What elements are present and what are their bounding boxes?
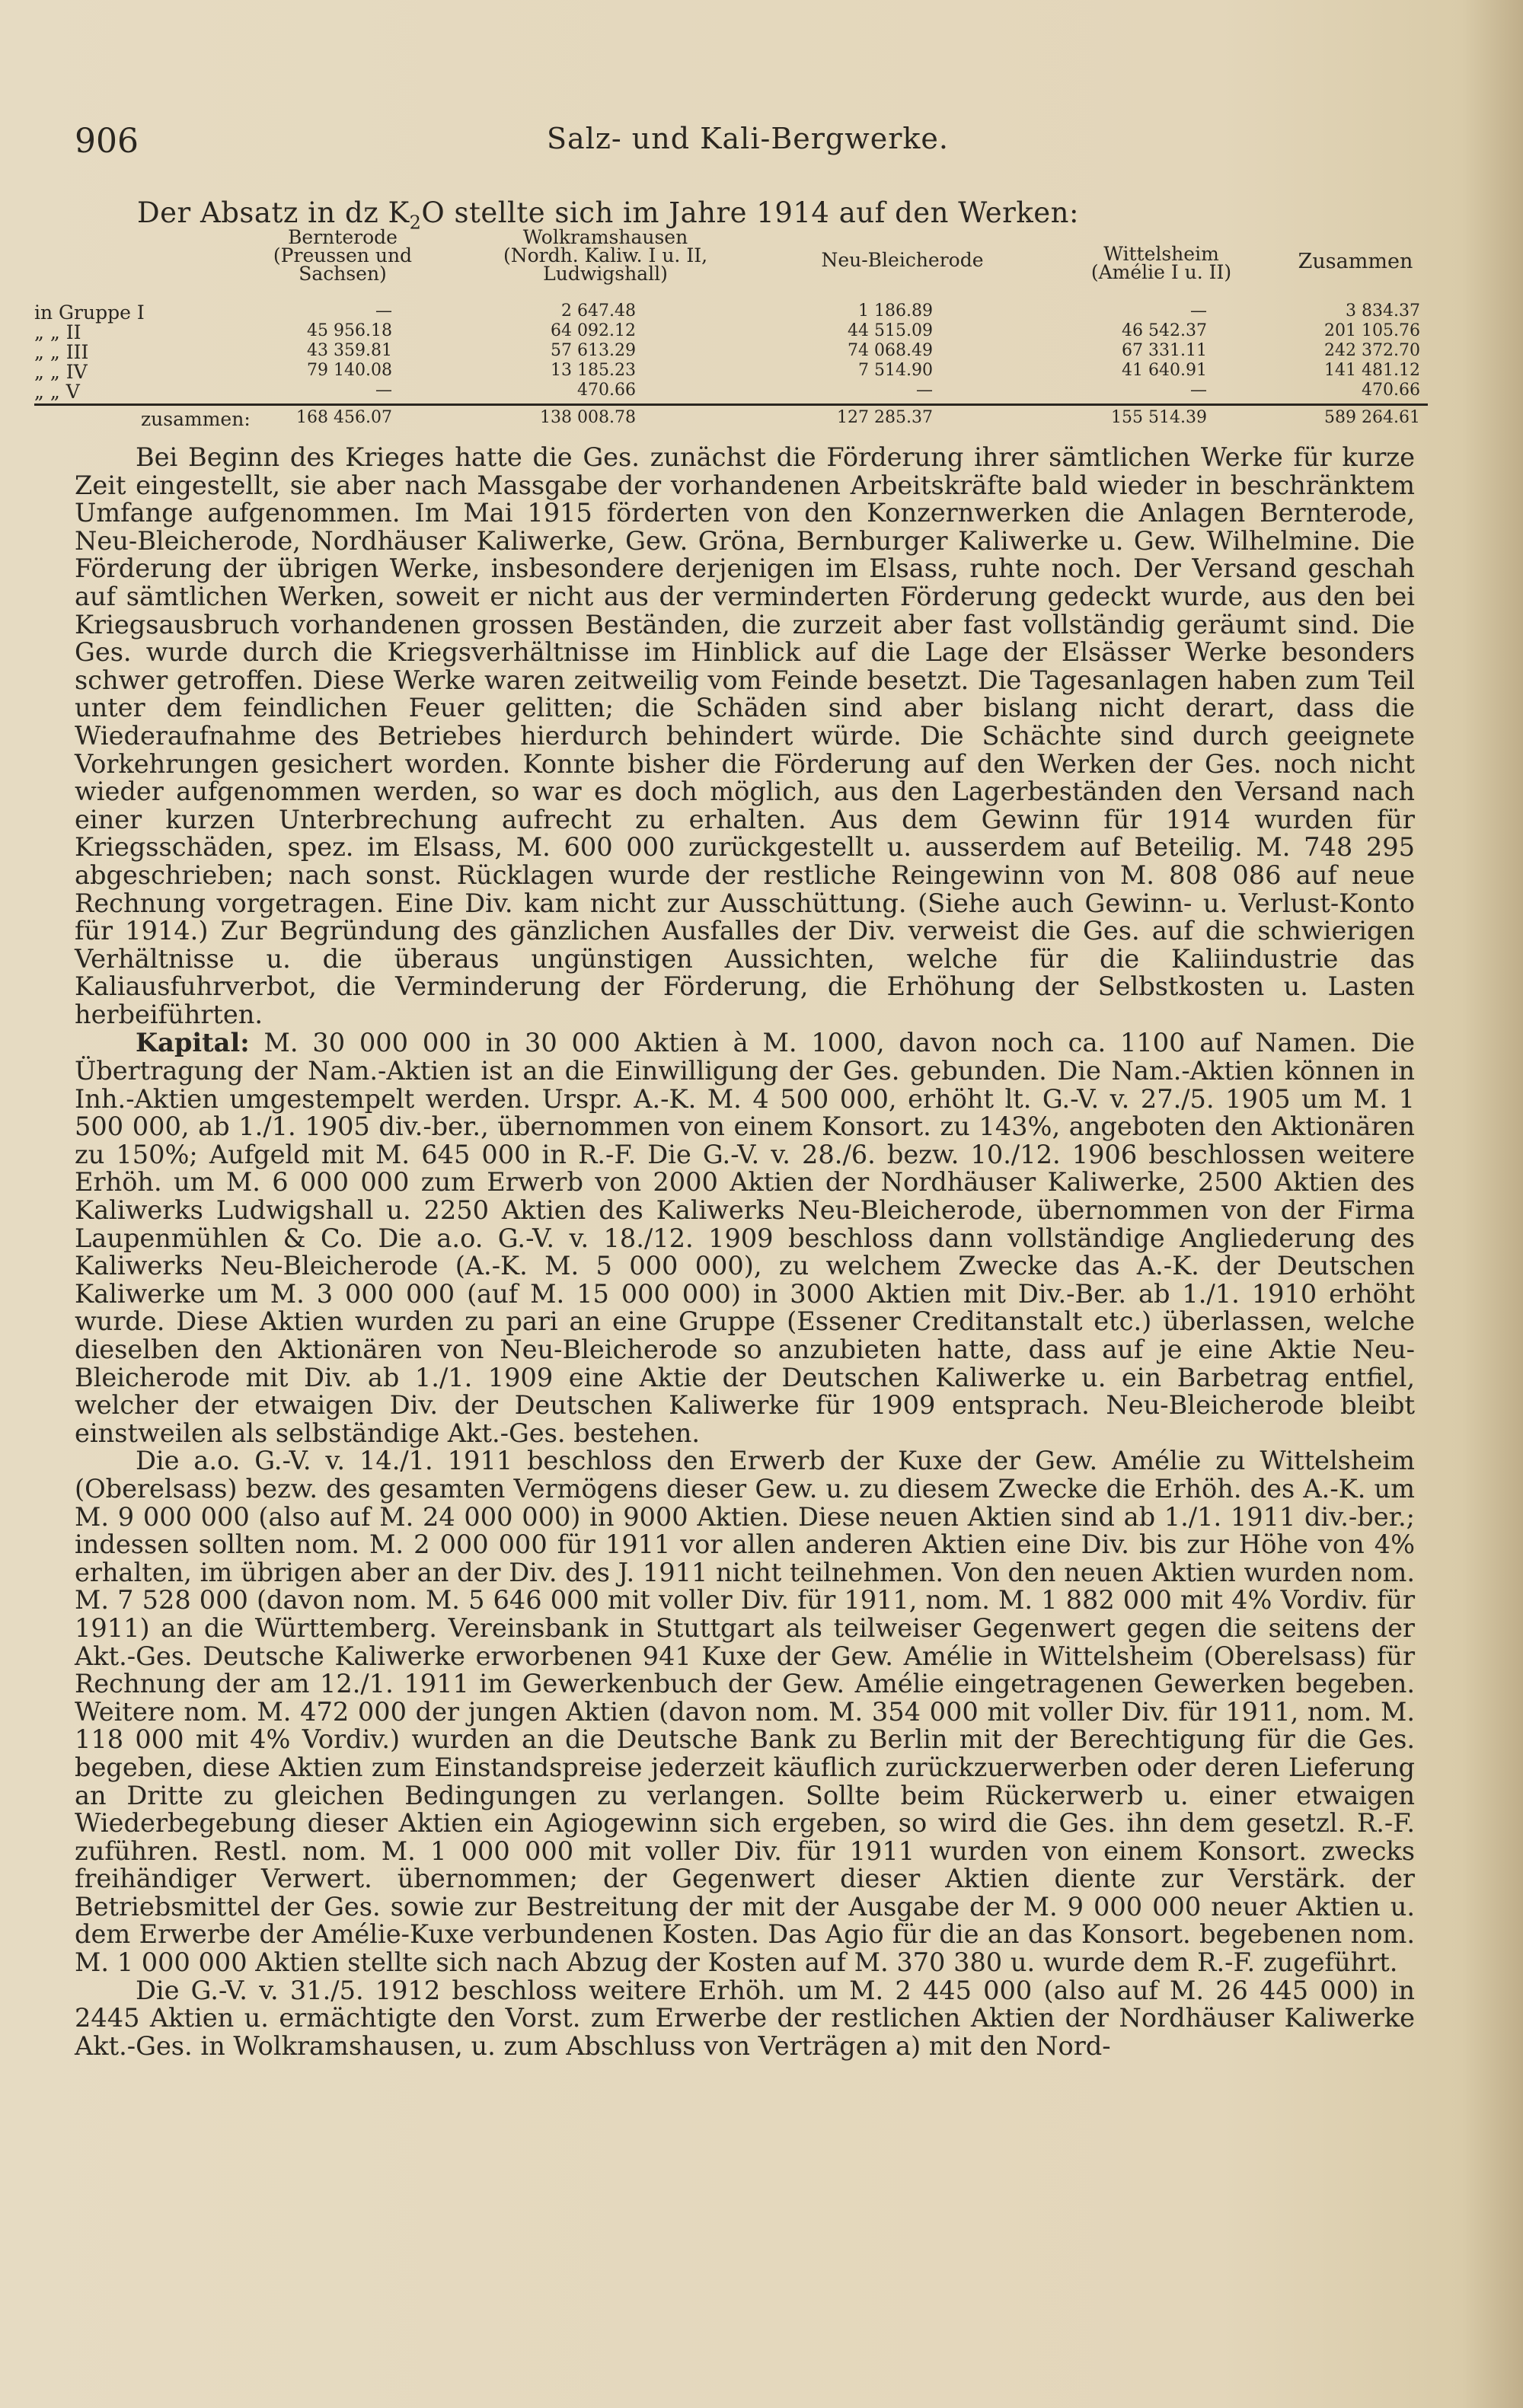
column-header-line: Sachsen) [299,263,387,285]
table-total-row [34,408,1428,428]
paragraph-capital-increase-1912: Die G.-V. v. 31./5. 1912 beschloss weitere Erhöh. um M. 2 445 000 (also auf M. 26 445 000) in 2445 Aktien u. ermächtigte den Vorst. zum Erwerbe der restlichen Aktien der Nordhäuser Kaliwerke Akt.-Ges. in Wolkramshausen, u. zum Abschluss von Verträgen a) mit den Nord- [75,1975,1415,2061]
row-label: in Gruppe I [34,301,145,324]
column-header-line: Zusammen [1298,250,1413,273]
row-label: „ „ III [34,341,89,363]
column-header-wittelsheim [1047,245,1276,282]
table-cell: 3 834.37 [1346,301,1420,321]
table-cell: 138 008.78 [540,408,636,427]
paragraph-kapital [75,1029,1415,1447]
table-intro-text-end: O stellte sich im Jahre 1914 auf den Werken: [421,196,1079,229]
table-cell: 155 514.39 [1111,408,1207,427]
column-header-line: (Nordh. Kaliw. I u. II, [503,244,708,266]
table-cell: 13 185.23 [551,361,636,380]
paragraph-amelie-acquisition: Die a.o. G.-V. v. 14./1. 1911 beschloss den Erwerb der Kuxe der Gew. Amélie zu Wittelsheim (Oberelsass) bezw. des gesamten Vermögens dieser Gew. u. zu diesem Zwecke die Erhöh. des A.-K. um M. 9 000 000 (also auf M. 24 000 000) in 9000 Aktien. Diese neuen Aktien sind ab 1./1. 1911 div.-ber.; indessen sollten nom. M. 2 000 000 für 1911 vor allen anderen Aktien eine Div. bis zur Höhe von 4% erhalten, im übrigen aber an der Div. des J. 1911 nicht teilnehmen. Von den neuen Aktien wurden nom. M. 7 528 000 (davon nom. M. 5 646 000 mit voller Div. für 1911, nom. M. 1 882 000 mit 4% Vordiv. für 1911) an die Württemberg. Vereinsbank in Stuttgart als teilweiser Gegenwert gegen die seitens der Akt.-Ges. Deutsche Kaliwerke erworbenen 941 Kuxe der Gew. Amélie in Wittelsheim (Oberelsass) für Rechnung der am 12./1. 1911 im Gewerkenbuch der Gew. Amélie eingetragenen Gewerken begeben. Weitere nom. M. 472 000 der jungen Aktien (davon nom. M. 354 000 mit voller Div. für 1911, nom. M. 118 000 mit 4% Vordiv.) wurden an die Deutsche Bank zu Berlin mit der Berechtigung für die Ges. begeben, diese Aktien zum Einstandspreise jederzeit käuflich zurückzuerwerben oder deren Lieferung an Dritte zu gleichen Bedingungen zu verlangen. Sollte beim Rückerwerb u. einer etwaigen Wiederbegebung dieser Aktien ein Agiogewinn sich ergeben, so wird die Ges. ihn dem gesetzl. R.-F. zuführen. Restl. nom. M. 1 000 000 mit voller Div. für 1911 wurden von einem Konsort. zwecks freihändiger Verwert. übernommen; der Gegenwert dieser Aktien diente zur Verstärk. der Betriebsmittel der Ges. sowie zur Bestreitung der mit der Ausgabe der M. 9 000 000 neuer Aktien u. dem Erwerbe der Amélie-Kuxe verbundenen Kosten. Das Agio für die an das Konsort. begebenen nom. M. 1 000 000 Aktien stellte sich nach Abzug der Kosten auf M. 370 380 u. wurde dem R.-F. zugeführt. [75,1446,1415,1978]
column-header-zusammen [1283,250,1428,273]
table-row [34,341,1428,361]
column-header-line: Wolkramshausen [522,226,688,248]
column-header-line: (Amélie I u. II) [1090,261,1232,283]
column-header-line: Bernterode [288,226,398,248]
body-text [75,444,1415,2060]
table-cell: — [1190,381,1207,400]
table-row [34,381,1428,403]
table-cell: — [375,381,392,400]
table-rule [34,403,1428,406]
table-cell: 1 186.89 [858,301,933,321]
table-cell: 470.66 [577,381,636,400]
table-cell: 168 456.07 [296,408,392,427]
table-cell: 64 092.12 [551,321,636,340]
table-cell: 141 481.12 [1324,361,1420,380]
table-row [34,301,1428,324]
paragraph-war-situation: Bei Beginn des Krieges hatte die Ges. zunächst die Förderung ihrer sämtlichen Werke für kurze Zeit eingestellt, sie aber nach Massgabe der vorhandenen Arbeitskräfte bald wieder in beschränktem Umfange aufgenommen. Im Mai 1915 förderten von den Konzernwerken die Anlagen Bernterode, Neu-Bleicherode, Nordhäuser Kaliwerke, Gew. Gröna, Bernburger Kaliwerke u. Gew. Wilhelmine. Die Förderung der übrigen Werke, insbesondere derjenigen im Elsass, ruhte noch. Der Versand geschah auf sämtlichen Werken, soweit er nicht aus der verminderten Förderung gedeckt wurde, aus den bei Kriegsausbruch vorhandenen grossen Beständen, die zurzeit aber fast vollständig geräumt sind. Die Ges. wurde durch die Kriegsverhältnisse im Hinblick auf die Lage der Elsässer Werke besonders schwer getroffen. Diese Werke waren zeitweilig vom Feinde besetzt. Die Tagesanlagen haben zum Teil unter dem feindlichen Feuer gelitten; die Schäden sind aber bislang nicht derart, dass die Wiederaufnahme des Betriebes hierdurch behindert würde. Die Schächte sind durch geeignete Vorkehrungen gesichert worden. Konnte bisher die Förderung auf den Werken der Ges. noch nicht wieder aufgenommen werden, so war es doch möglich, aus den Lagerbeständen den Versand nach einer kurzen Unterbrechung aufrecht zu erhalten. Aus dem Gewinn für 1914 wurden für Kriegsschäden, spez. im Elsass, M. 600 000 zurückgestellt u. ausserdem auf Beteilig. M. 748 295 abgeschrieben; nach sonst. Rücklagen wurde der restliche Reingewinn von M. 808 086 auf neue Rechnung vorgetragen. Eine Div. kam nicht zur Ausschüttung. (Siehe auch Gewinn- u. Verlust-Konto für 1914.) Zur Begründung des gänzlichen Ausfalles der Div. verweist die Ges. auf die schwierigen Verhältnisse u. die überaus ungünstigen Aussichten, welche für die Kaliindustrie das Kaliausfuhrverbot, die Verminderung der Förderung, die Erhöhung der Selbstkosten u. Lasten herbeiführten. [75,442,1415,1029]
table-row [34,321,1428,341]
column-header-line: Ludwigshall) [543,263,668,285]
table-cell: 589 264.61 [1324,408,1420,427]
table-cell: 79 140.08 [307,361,392,380]
page-header [75,122,1430,167]
table-cell: 67 331.11 [1122,341,1207,360]
table-cell: 127 285.37 [837,408,933,427]
table-cell: — [1190,301,1207,321]
row-label: „ „ IV [34,361,88,383]
running-title: Salz- und Kali-Bergwerke. [547,122,949,155]
table-row [34,361,1428,381]
column-header-wolkramshausen [476,228,735,283]
table-cell: 57 613.29 [551,341,636,360]
page-number: 906 [75,122,139,161]
column-header-line: (Preussen und [273,244,413,266]
table-cell: 470.66 [1362,381,1420,400]
column-header-line: Wittelsheim [1103,243,1219,265]
table-intro-text: Der Absatz in dz K [137,196,410,229]
table-cell: 45 956.18 [307,321,392,340]
table-cell: — [375,301,392,321]
table-cell: 2 647.48 [561,301,636,321]
total-label: zusammen: [141,408,251,430]
column-header-bernterode [251,228,434,283]
table-cell: 41 640.91 [1122,361,1207,380]
table-cell: 74 068.49 [848,341,933,360]
row-label: „ „ II [34,321,81,343]
table-cell: 242 372.70 [1324,341,1420,360]
sales-table [34,226,1428,430]
column-header-line: Neu-Bleicherode [821,249,984,271]
kapital-heading: Kapital: [136,1027,250,1058]
table-cell: 201 105.76 [1324,321,1420,340]
table-cell: 43 359.81 [307,341,392,360]
table-cell: — [916,381,933,400]
kapital-text: M. 30 000 000 in 30 000 Aktien à M. 1000, davon noch ca. 1100 auf Namen. Die Übertragung der Nam.-Aktien ist an die Einwilligung der Ges. gebunden. Die Nam.-Aktien können in Inh.-Aktien umgestempelt werden. Urspr. A.-K. M. 4 500 000, erhöht lt. G.-V. v. 27./5. 1905 um M. 1 500 000, ab 1./1. 1905 div.-ber., übernommen von einem Konsort. zu 143%, angeboten den Aktionären zu 150%; Aufgeld mit M. 645 000 in R.-F. Die G.-V. v. 28./6. bezw. 10./12. 1906 beschlossen weitere Erhöh. um M. 6 000 000 zum Erwerb von 2000 Aktien der Nordhäuser Kaliwerke, 2500 Aktien des Kaliwerks Ludwigshall u. 2250 Aktien des Kaliwerks Neu-Bleicherode, übernommen von der Firma Laupenmühlen & Co. Die a.o. G.-V. v. 18./12. 1909 beschloss dann vollständige Angliederung des Kaliwerks Neu-Bleicherode (A.-K. M. 5 000 000), zu welchem Zwecke das A.-K. der Deutschen Kaliwerke um M. 3 000 000 (auf M. 15 000 000) in 3000 Aktien mit Div.-Ber. ab 1./1. 1910 erhöht wurde. Diese Aktien wurden zu pari an eine Gruppe (Essener Creditanstalt etc.) überlassen, welche dieselben den Aktionären von Neu-Bleicherode so anzubieten hatte, dass auf je eine Aktie Neu-Bleicherode mit Div. ab 1./1. 1909 eine Aktie der Deutschen Kaliwerke u. ein Barbetrag entfiel, welcher der etwaigen Div. der Deutschen Kaliwerke für 1909 entsprach. Neu-Bleicherode bleibt einstweilen als selbständige Akt.-Ges. bestehen. [75,1028,1415,1448]
row-label: „ „ V [34,381,80,403]
table-cell: 44 515.09 [848,321,933,340]
column-header-neu-bleicherode [781,251,1024,270]
table-intro-subscript: 2 [409,212,422,234]
table-cell: 46 542.37 [1122,321,1207,340]
table-cell: 7 514.90 [858,361,933,380]
